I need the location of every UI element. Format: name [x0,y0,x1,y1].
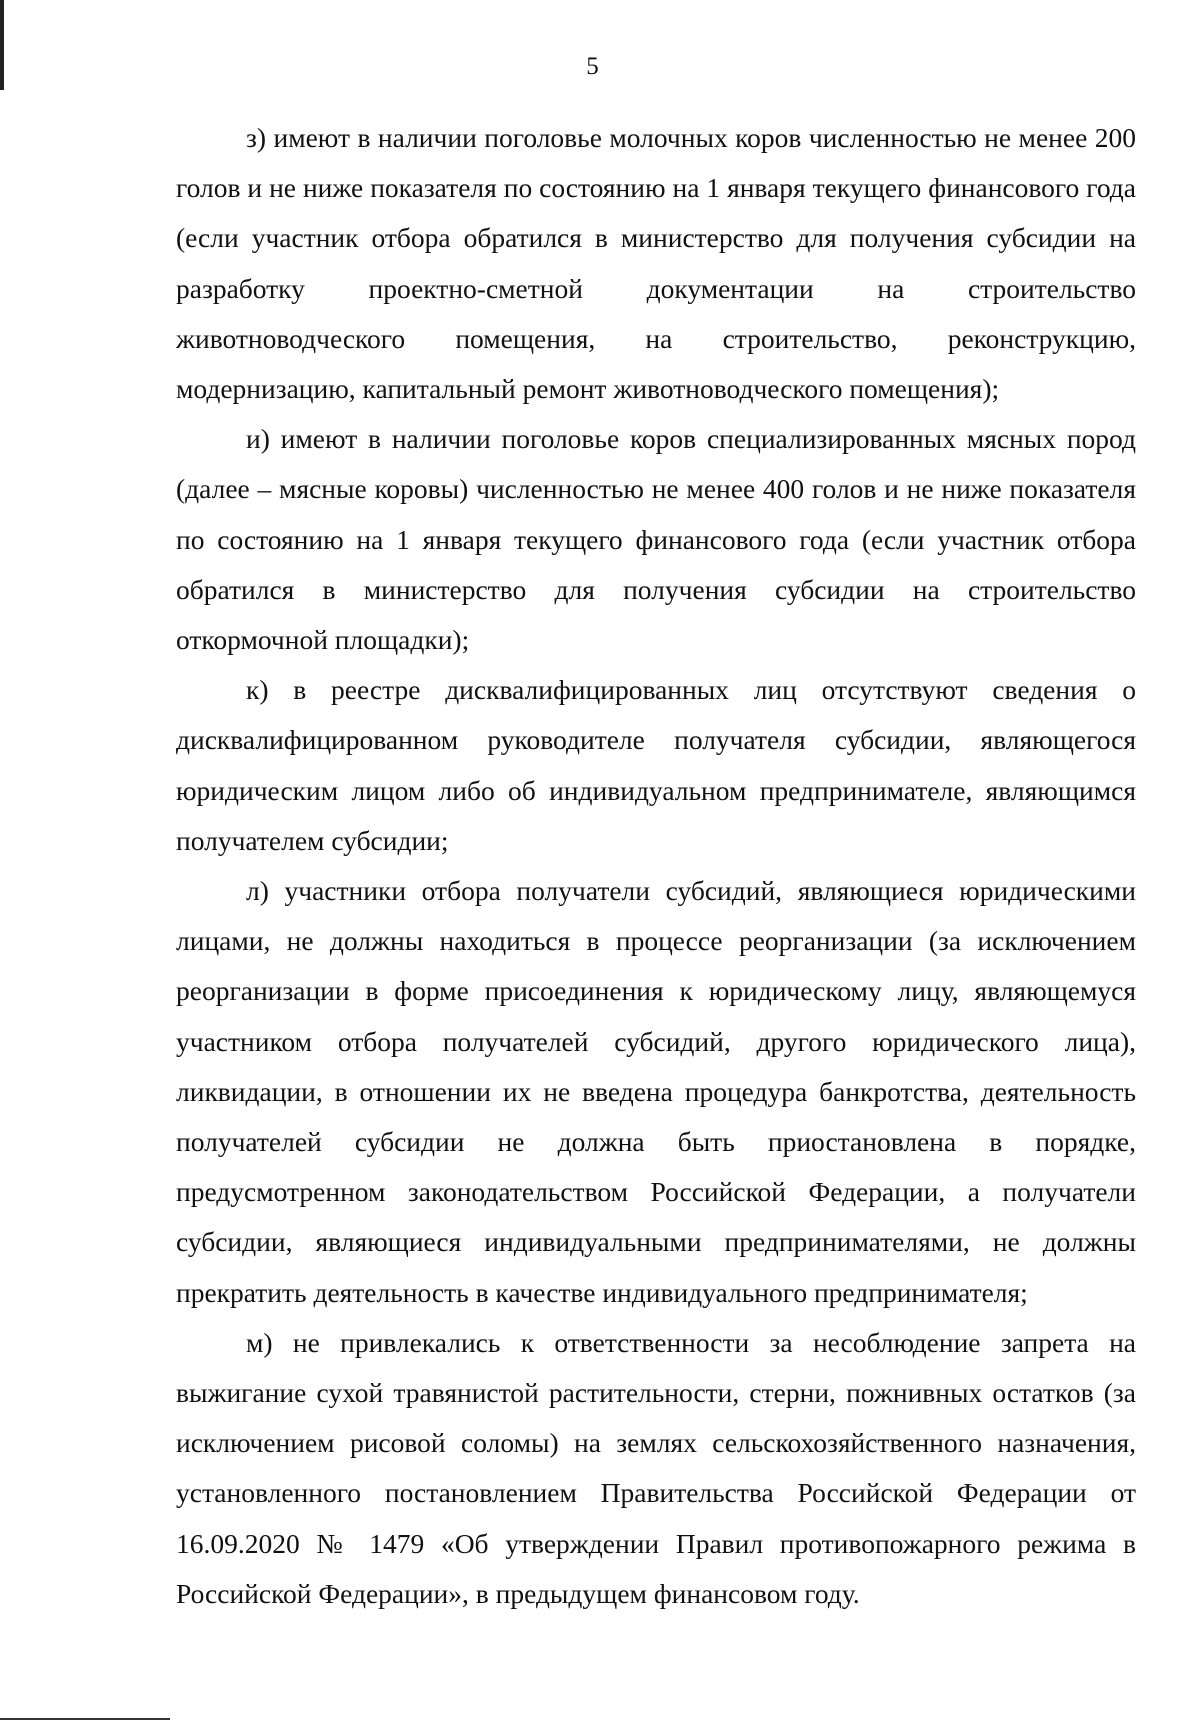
page-number: 5 [586,53,599,80]
paragraph-l: л) участники отбора получатели субсидий, являющиеся юридическими лицами, не должны находиться в процессе реорганизации (за исключением реорганизации в форме присоединения к юридическому лицу, являющемуся участником отбора получателей субсидий, другого юридического лица), ликвидации, в отношении их не введена процедура банкротства, деятельность получателей субсидии не должна быть приостановлена в порядке, предусмотренном законодательством Российской Федерации, а получатели субсидии, являющиеся индивидуальными предпринимателями, не должны прекратить деятельность в качестве индивидуального предпринимателя; [176,875,1136,1308]
bottom-rule [0,1718,170,1720]
paragraph-k: к) в реестре дисквалифицированных лиц отсутствуют сведения о дисквалифицированном руководителе получателя субсидии, являющегося юридическим лицом либо об индивидуальном предпринимателе, являющимся получателем субсидии; [176,674,1136,856]
document-body [176,113,1136,1619]
paragraph-z: з) имеют в наличии поголовье молочных коров численностью не менее 200 голов и не ниже показателя по состоянию на 1 января текущего финансового года (если участник отбора обратился в министерство для получения субсидии на разработку проектно-сметной документации на строительство животноводческого помещения, на строительство, реконструкцию, модернизацию, капитальный ремонт животноводческого помещения); [176,122,1136,405]
paragraph-i: и) имеют в наличии поголовье коров специализированных мясных пород (далее – мясные коровы) численностью не менее 400 голов и не ниже показателя по состоянию на 1 января текущего финансового года (если участник отбора обратился в министерство для получения субсидии на строительство откормочной площадки); [176,423,1136,656]
paragraph-m: м) не привлекались к ответственности за несоблюдение запрета на выжигание сухой травянистой растительности, стерни, пожнивных остатков (за исключением рисовой соломы) на землях сельскохозяйственного назначения, установленного постановлением Правительства Российской Федерации от 16.09.2020 № 1479 «Об утверждении Правил противопожарного режима в Российской Федерации», в предыдущем финансовом году. [176,1326,1136,1609]
